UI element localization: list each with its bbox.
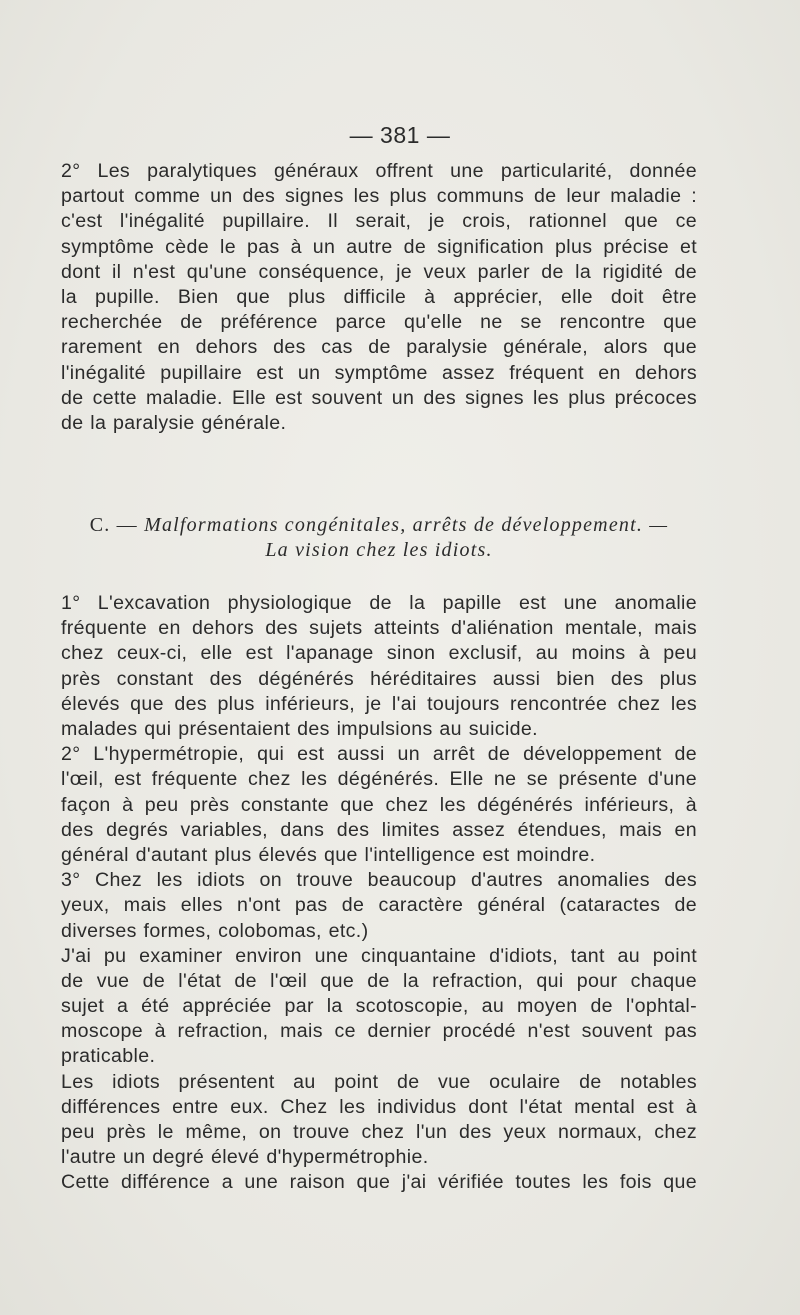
text-line: différences entre eux. Chez les individus dont l'état mental est à [61, 1095, 697, 1118]
text-line: dont il n'est qu'une conséquence, je veux parler de la rigidité de [61, 260, 697, 283]
paragraph-paralysis [61, 159, 697, 436]
section-heading-line-2 [61, 538, 697, 563]
text-line: général d'autant plus élevés que l'intelligence est moindre. [61, 843, 596, 866]
text-line: partout comme un des signes les plus communs de leur maladie : [61, 185, 697, 208]
section-heading [61, 513, 697, 563]
text-line: façon à peu près constante que chez les dégénérés inférieurs, à [61, 793, 697, 816]
text-line: J'ai pu examiner environ une cinquantaine d'idiots, tant au point [61, 944, 697, 967]
text-line: de vue de l'état de l'œil que de la refraction, qui pour chaque [61, 969, 697, 992]
paragraph-examination [61, 944, 697, 1070]
text-line: élevés que des plus inférieurs, je l'ai toujours rencontrée chez les [61, 692, 697, 715]
section-title-part-2: La vision chez les idiots. [265, 539, 493, 562]
text-line: c'est l'inégalité pupillaire. Il serait, je crois, rationnel que ce [61, 210, 697, 233]
text-line: 3° Chez les idiots on trouve beaucoup d'autres anomalies des [61, 869, 697, 892]
text-line: des degrés variables, dans des limites assez étendues, mais en [61, 818, 697, 841]
text-line: Cette différence a une raison que j'ai vérifiée toutes les fois que [61, 1171, 697, 1194]
text-line: l'œil, est fréquente chez les dégénérés. Elle ne se présente d'une [61, 768, 697, 791]
page-body [61, 159, 697, 1196]
section-title-part-1: Malformations congénitales, arrêts de développement. — [144, 514, 669, 537]
paragraph-anomalies [61, 868, 697, 944]
text-line: fréquente en dehors des sujets atteints d'aliénation mentale, mais [61, 617, 697, 640]
text-line: de la paralysie générale. [61, 411, 287, 434]
text-line: diverses formes, colobomas, etc.) [61, 919, 369, 942]
text-line: praticable. [61, 1045, 156, 1068]
text-line: Les idiots présentent au point de vue oculaire de notables [61, 1070, 697, 1093]
text-line: rarement en dehors des cas de paralysie générale, alors que [61, 336, 697, 359]
text-line: l'autre un degré élevé d'hypermétrophie. [61, 1146, 429, 1169]
paragraph-differences [61, 1070, 697, 1171]
section-prefix: C. — [89, 514, 145, 537]
paragraph-reason [61, 1170, 697, 1195]
text-line: yeux, mais elles n'ont pas de caractère général (cataractes de [61, 894, 697, 917]
paragraph-excavation [61, 591, 697, 742]
text-line: sujet a été appréciée par la scotoscopie, au moyen de l'ophtal- [61, 995, 697, 1018]
text-line: 2° L'hypermétropie, qui est aussi un arrêt de développement de [61, 743, 697, 766]
text-line: recherchée de préférence parce qu'elle ne se rencontre que [61, 311, 697, 334]
text-line: symptôme cède le pas à un autre de signification plus précise et [61, 235, 697, 258]
text-line: la pupille. Bien que plus difficile à apprécier, elle doit être [61, 285, 697, 308]
paragraph-hypermetropia [61, 742, 697, 868]
text-line: 1° L'excavation physiologique de la papille est une anomalie [61, 592, 697, 615]
text-line: malades qui présentaient des impulsions au suicide. [61, 718, 538, 740]
section-heading-line-1 [61, 513, 697, 538]
text-line: peu près le même, on trouve chez l'un des yeux normaux, chez [61, 1121, 697, 1143]
text-line: chez ceux-ci, elle est l'apanage sinon exclusif, au moins à peu [61, 642, 697, 665]
text-line: moscope à refraction, mais ce dernier procédé n'est souvent pas [61, 1020, 697, 1043]
text-line: 2° Les paralytiques généraux offrent une particularité, donnée [61, 160, 697, 182]
page-number: — 381 — [349, 122, 451, 148]
text-line: de cette maladie. Elle est souvent un des signes les plus précoces [61, 386, 697, 409]
text-line: près constant des dégénérés héréditaires aussi bien des plus [61, 667, 697, 690]
text-line: l'inégalité pupillaire est un symptôme assez fréquent en dehors [61, 361, 697, 384]
